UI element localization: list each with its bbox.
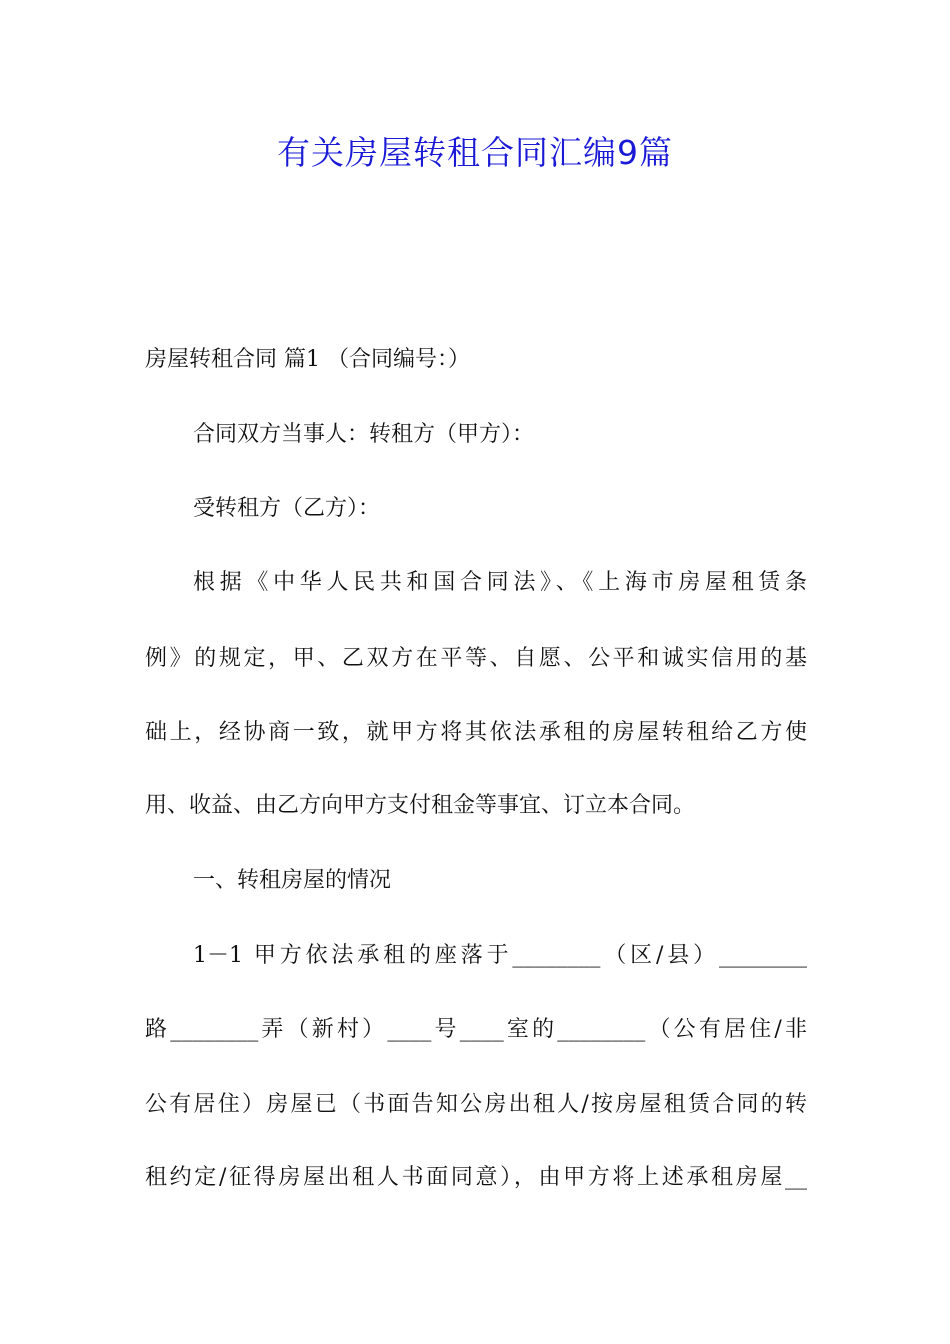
paragraph-line: 础上，经协商一致，就甲方将其依法承租的房屋转租给乙方使 [145, 720, 807, 745]
clause-line: 租约定/征得房屋出租人书面同意），由甲方将上述承租房屋__ [145, 1165, 807, 1190]
clause-line: 1－1 甲方依法承租的座落于________（区/县）________ [193, 943, 807, 968]
clause-line: 公有居住）房屋已（书面告知公房出租人/按房屋租赁合同的转 [145, 1092, 807, 1117]
party-a-line: 合同双方当事人：转租方（甲方）： [193, 422, 535, 447]
party-b-line: 受转租方（乙方）： [193, 496, 381, 521]
section-heading: 一、转租房屋的情况 [193, 868, 392, 893]
clause-line: 路________弄（新村）____号____室的________（公有居住/非 [145, 1017, 807, 1042]
contract-heading: 房屋转租合同 篇1 （合同编号：） [145, 347, 470, 372]
paragraph-line: 用、收益、由乙方向甲方支付租金等事宜、订立本合同。 [145, 793, 696, 818]
paragraph-line: 例》的规定，甲、乙双方在平等、自愿、公平和诚实信用的基 [145, 646, 807, 671]
document-title: 有关房屋转租合同汇编9篇 [277, 133, 673, 172]
paragraph-line: 根据《中华人民共和国合同法》、《上海市房屋租赁条 [193, 570, 807, 595]
